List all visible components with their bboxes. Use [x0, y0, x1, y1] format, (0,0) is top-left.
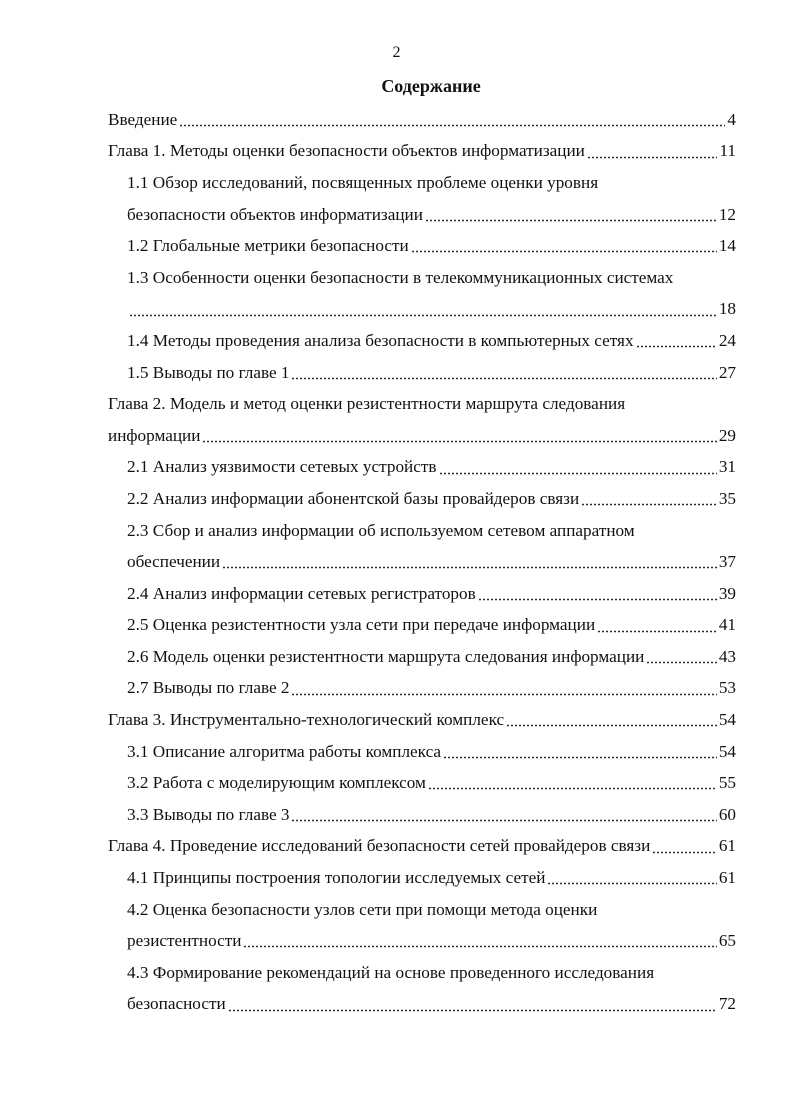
toc-entry	[108, 452, 736, 484]
toc-entry	[108, 483, 736, 515]
toc-entry-page: 53	[718, 678, 736, 698]
toc-entry-page: 61	[718, 836, 736, 856]
toc-dot-leader	[179, 104, 725, 136]
toc-entry-text: 1.4 Методы проведения анализа безопасности в компьютерных сетях	[127, 330, 634, 350]
toc-entry	[108, 989, 736, 1021]
toc-entry	[108, 799, 736, 831]
toc-entry-page: 37	[718, 552, 736, 572]
toc-entry-page: 31	[718, 457, 736, 477]
toc-entry-text: 4.2 Оценка безопасности узлов сети при помощи метода оценки	[127, 899, 598, 919]
toc-entry-text: 3.3 Выводы по главе 3	[127, 804, 290, 824]
toc-entry-page: 29	[718, 425, 736, 445]
toc-dot-leader	[228, 989, 717, 1021]
toc-dot-leader	[478, 578, 717, 610]
toc-entry-text: резистентности	[127, 931, 242, 951]
toc-entry-page: 12	[718, 204, 736, 224]
toc-entry-page: 27	[718, 362, 736, 382]
toc-entry	[108, 641, 736, 673]
toc-entry-text: 3.1 Описание алгоритма работы комплекса	[127, 741, 442, 761]
toc-dot-leader	[428, 767, 717, 799]
toc-entry-text: 4.1 Принципы построения топологии исследуемых сетей	[127, 868, 546, 888]
toc-dot-leader	[425, 199, 717, 231]
toc-dot-leader	[506, 704, 717, 736]
toc-entry	[108, 420, 736, 452]
toc-entry	[108, 767, 736, 799]
toc-entry-text: Глава 2. Модель и метод оценки резистентности маршрута следования	[108, 394, 626, 414]
toc-entry	[108, 325, 736, 357]
toc-dot-leader	[129, 294, 717, 326]
toc-dot-leader	[587, 136, 718, 168]
toc-entry-page: 35	[718, 488, 736, 508]
toc-entry-page: 61	[718, 868, 736, 888]
toc-entry	[108, 610, 736, 642]
toc-entry-text: обеспечении	[127, 552, 221, 572]
toc-dot-leader	[443, 736, 717, 768]
toc-entry	[108, 294, 736, 326]
toc-entry-page: 18	[718, 299, 736, 319]
toc-entry	[108, 831, 736, 863]
toc-entry	[108, 357, 736, 389]
toc-entry	[108, 262, 736, 294]
toc-entry-text: 1.1 Обзор исследований, посвященных проблеме оценки уровня	[127, 172, 599, 192]
toc-entry-text: 2.7 Выводы по главе 2	[127, 678, 290, 698]
toc-entry	[108, 957, 736, 989]
toc-entry-page: 72	[718, 994, 736, 1014]
toc-entry	[108, 704, 736, 736]
toc-entry-page: 54	[718, 710, 736, 730]
toc-dot-leader	[597, 610, 717, 642]
toc-entry	[108, 199, 736, 231]
toc-dot-leader	[222, 546, 717, 578]
toc-entry	[108, 673, 736, 705]
toc-entry-text: безопасности	[127, 994, 226, 1014]
toc-dot-leader	[652, 831, 717, 863]
toc-entry-text: 4.3 Формирование рекомендаций на основе проведенного исследования	[127, 962, 655, 982]
toc-entry	[108, 546, 736, 578]
toc-entry-page: 39	[718, 583, 736, 603]
toc-dot-leader	[439, 452, 717, 484]
toc-entry-text: Глава 4. Проведение исследований безопасности сетей провайдеров связи	[108, 836, 651, 856]
toc-entry-text: Введение	[108, 109, 178, 129]
toc-dot-leader	[291, 357, 716, 389]
toc-title: Содержание	[381, 76, 481, 96]
toc-dot-leader	[547, 862, 716, 894]
toc-entry-text: 1.2 Глобальные метрики безопасности	[127, 236, 409, 256]
table-of-contents	[108, 104, 736, 1020]
toc-dot-leader	[202, 420, 716, 452]
toc-entry	[108, 894, 736, 926]
toc-entry-page: 41	[718, 615, 736, 635]
toc-entry-text: 1.3 Особенности оценки безопасности в телекоммуникационных системах	[127, 267, 674, 287]
toc-entry	[108, 167, 736, 199]
toc-entry-text: Глава 1. Методы оценки безопасности объектов информатизации	[108, 141, 585, 161]
toc-dot-leader	[581, 483, 717, 515]
toc-entry	[108, 925, 736, 957]
toc-entry	[108, 862, 736, 894]
toc-entry-text: 2.1 Анализ уязвимости сетевых устройств	[127, 457, 437, 477]
toc-entry-text: 2.4 Анализ информации сетевых регистраторов	[127, 583, 476, 603]
toc-entry	[108, 136, 736, 168]
toc-dot-leader	[636, 325, 717, 357]
toc-dot-leader	[243, 925, 716, 957]
toc-entry-text: 2.5 Оценка резистентности узла сети при передаче информации	[127, 615, 596, 635]
toc-entry-page: 65	[718, 931, 736, 951]
toc-dot-leader	[291, 673, 716, 705]
toc-entry-page: 54	[718, 741, 736, 761]
toc-entry-text: 1.5 Выводы по главе 1	[127, 362, 290, 382]
toc-entry-text: безопасности объектов информатизации	[127, 204, 423, 224]
toc-entry-page: 60	[718, 804, 736, 824]
toc-dot-leader	[411, 230, 717, 262]
toc-entry	[108, 104, 736, 136]
toc-entry	[108, 578, 736, 610]
toc-entry	[108, 515, 736, 547]
toc-entry-text: 2.2 Анализ информации абонентской базы провайдеров связи	[127, 488, 580, 508]
toc-entry-text: 2.3 Сбор и анализ информации об используемом сетевом аппаратном	[127, 520, 635, 540]
toc-entry-text: Глава 3. Инструментально-технологический комплекс	[108, 710, 505, 730]
toc-entry-text: 3.2 Работа с моделирующим комплексом	[127, 773, 426, 793]
toc-entry-page: 14	[718, 236, 736, 256]
toc-entry-page: 4	[727, 109, 736, 129]
toc-entry	[108, 736, 736, 768]
page-number: 2	[392, 44, 401, 61]
toc-entry-text: 2.6 Модель оценки резистентности маршрута следования информации	[127, 646, 645, 666]
toc-entry-page: 24	[718, 330, 736, 350]
toc-entry-text: информации	[108, 425, 201, 445]
toc-entry-page: 11	[719, 141, 736, 161]
toc-entry-page: 43	[718, 646, 736, 666]
toc-entry	[108, 230, 736, 262]
toc-entry	[108, 388, 736, 420]
toc-dot-leader	[291, 799, 716, 831]
toc-entry-page: 55	[718, 773, 736, 793]
toc-dot-leader	[646, 641, 716, 673]
